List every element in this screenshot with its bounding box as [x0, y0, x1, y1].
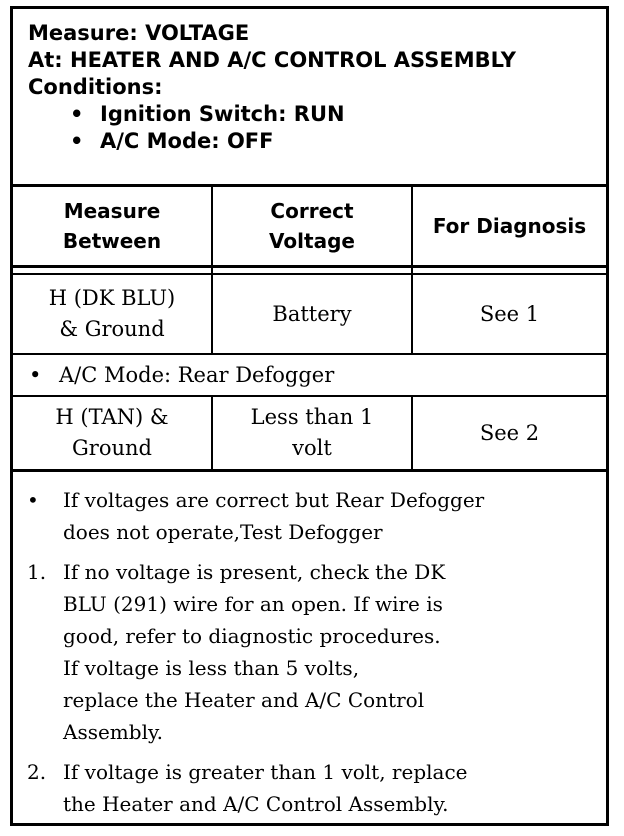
- note-number: 1.: [27, 560, 47, 584]
- divider: [13, 265, 606, 268]
- bullet-icon: •: [29, 363, 42, 387]
- location-title: At: HEATER AND A/C CONTROL ASSEMBLY: [28, 48, 516, 72]
- note-item: • If voltages are correct but Rear Defogger does not operate,Test Defogger: [27, 484, 588, 548]
- column-header-correct-voltage: Correct Voltage: [269, 199, 355, 253]
- cell-correct-voltage: Less than 1 volt: [250, 405, 374, 460]
- note-number: 2.: [27, 760, 47, 784]
- cell-measure-between: H (DK BLU) & Ground: [48, 286, 176, 341]
- condition-row: • A/C Mode: Rear Defogger: [13, 355, 606, 395]
- note-item: 2. If voltage is greater than 1 volt, replace the Heater and A/C Control Assembly.: [27, 756, 588, 820]
- diagnosis-notes: [13, 472, 606, 823]
- cell-for-diagnosis: See 2: [479, 420, 540, 445]
- measure-title: Measure: VOLTAGE: [28, 21, 250, 45]
- condition-item: • Ignition Switch: RUN: [70, 102, 345, 126]
- note-item: 1. If no voltage is present, check the DK BLU (291) wire for an open. If wire is good, refer to diagnostic procedures. If voltage is less than 5 volts, replace the Heater and A/C Control Assembly.: [27, 556, 588, 748]
- bullet-icon: •: [70, 102, 84, 126]
- cell-correct-voltage: Battery: [272, 301, 352, 326]
- conditions-label: Conditions:: [28, 75, 163, 99]
- condition-item: • A/C Mode: OFF: [70, 129, 274, 153]
- bullet-icon: •: [70, 129, 84, 153]
- diagnostic-table: [10, 6, 609, 826]
- cell-for-diagnosis: See 1: [479, 301, 540, 326]
- test-header: [13, 9, 606, 189]
- bullet-icon: •: [27, 488, 39, 512]
- cell-measure-between: H (TAN) & Ground: [55, 405, 169, 460]
- column-header-measure-between: Measure Between: [62, 199, 162, 253]
- column-header-for-diagnosis: For Diagnosis: [432, 214, 587, 238]
